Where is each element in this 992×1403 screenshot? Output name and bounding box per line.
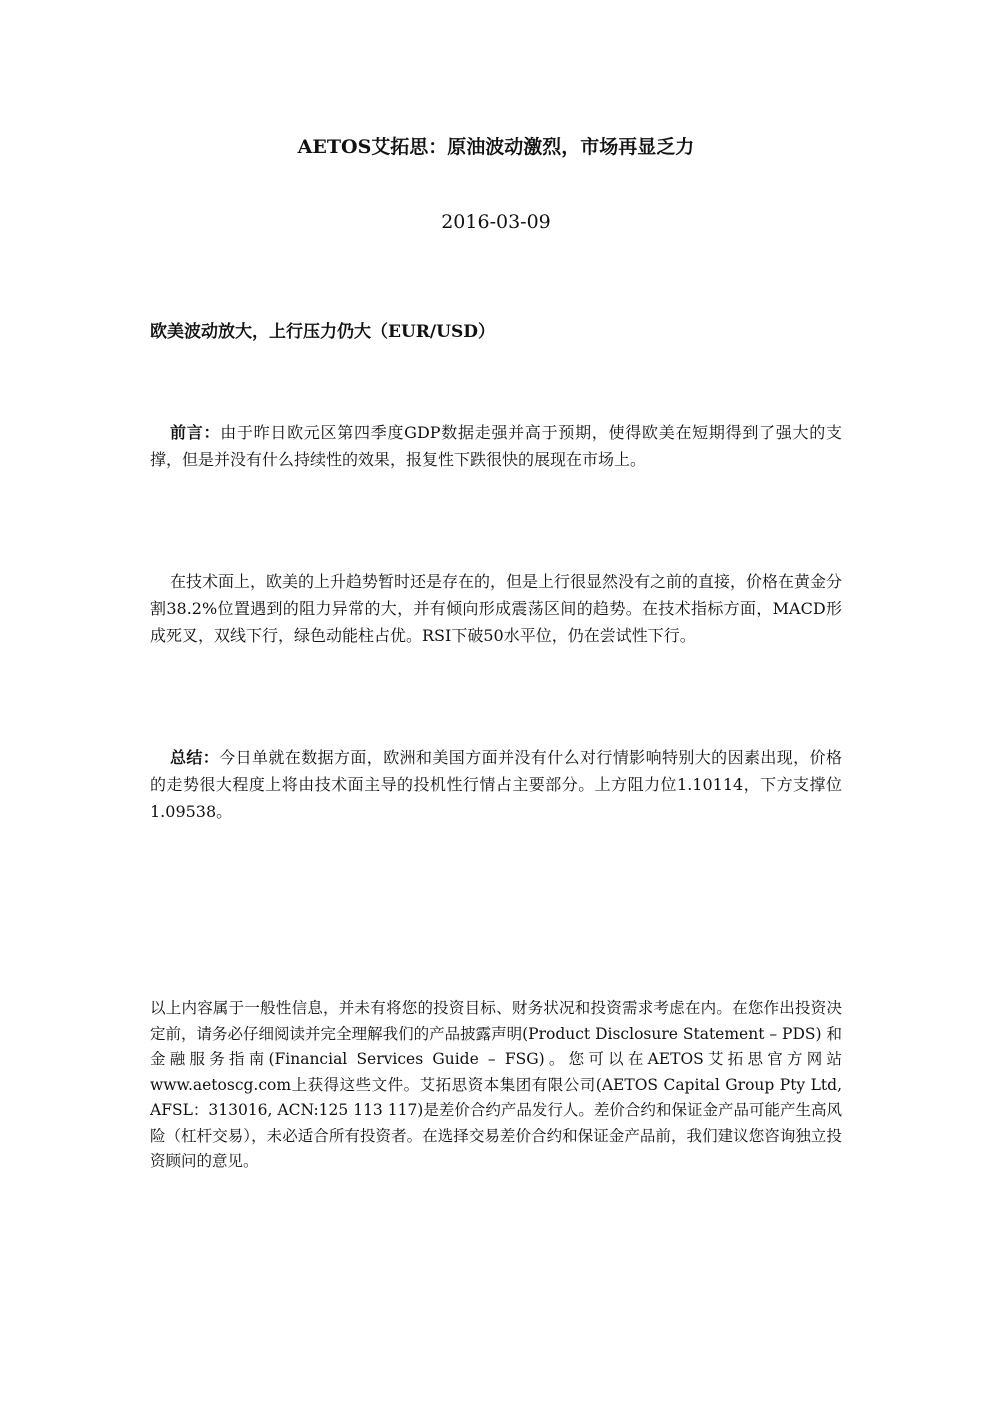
preface-paragraph (150, 419, 842, 473)
summary-text: 今日单就在数据方面，欧洲和美国方面并没有什么对行情影响特别大的因素出现，价格的走势很大程度上将由技术面主导的投机性行情占主要部分。上方阻力位1.10114，下方支撑位1.09538。 (150, 748, 842, 821)
technical-paragraph: 在技术面上，欧美的上升趋势暂时还是存在的，但是上行很显然没有之前的直接，价格在黄金分割38.2%位置遇到的阻力异常的大，并有倾向形成震荡区间的趋势。在技术指标方面，MACD形成死叉，双线下行，绿色动能柱占优。RSI下破50水平位，仍在尝试性下行。 (150, 572, 843, 645)
disclaimer-paragraph: 以上内容属于一般性信息，并未有将您的投资目标、财务状况和投资需求考虑在内。在您作出投资决定前，请务必仔细阅读并完全理解我们的产品披露声明(Product Disclosure Statement – PDS) 和金融服务指南(Financial Services Guide – FSG)。您可以在AETOS艾拓思官方网站www.aetoscg.com上获得这些文件。艾拓思资本集团有限公司(AETOS Capital Group Pty Ltd, AFSL：313016, ACN:125 113 117)是差价合约产品发行人。差价合约和保证金产品可能产生高风险（杠杆交易），未必适合所有投资者。在选择交易差价合约和保证金产品前，我们建议您咨询独立投资顾问的意见。 (150, 999, 842, 1170)
preface-label: 前言： (170, 423, 221, 442)
document-date: 2016-03-09 (441, 211, 551, 233)
preface-text: 由于昨日欧元区第四季度GDP数据走强并高于预期，使得欧美在短期得到了强大的支撑，但是并没有什么持续性的效果，报复性下跌很快的展现在市场上。 (150, 423, 842, 469)
document-title: AETOS艾拓思：原油波动激烈，市场再显乏力 (297, 136, 695, 158)
section-heading: 欧美波动放大，上行压力仍大（EUR/USD） (150, 322, 495, 342)
summary-label: 总结： (170, 748, 220, 767)
summary-paragraph (150, 744, 842, 825)
